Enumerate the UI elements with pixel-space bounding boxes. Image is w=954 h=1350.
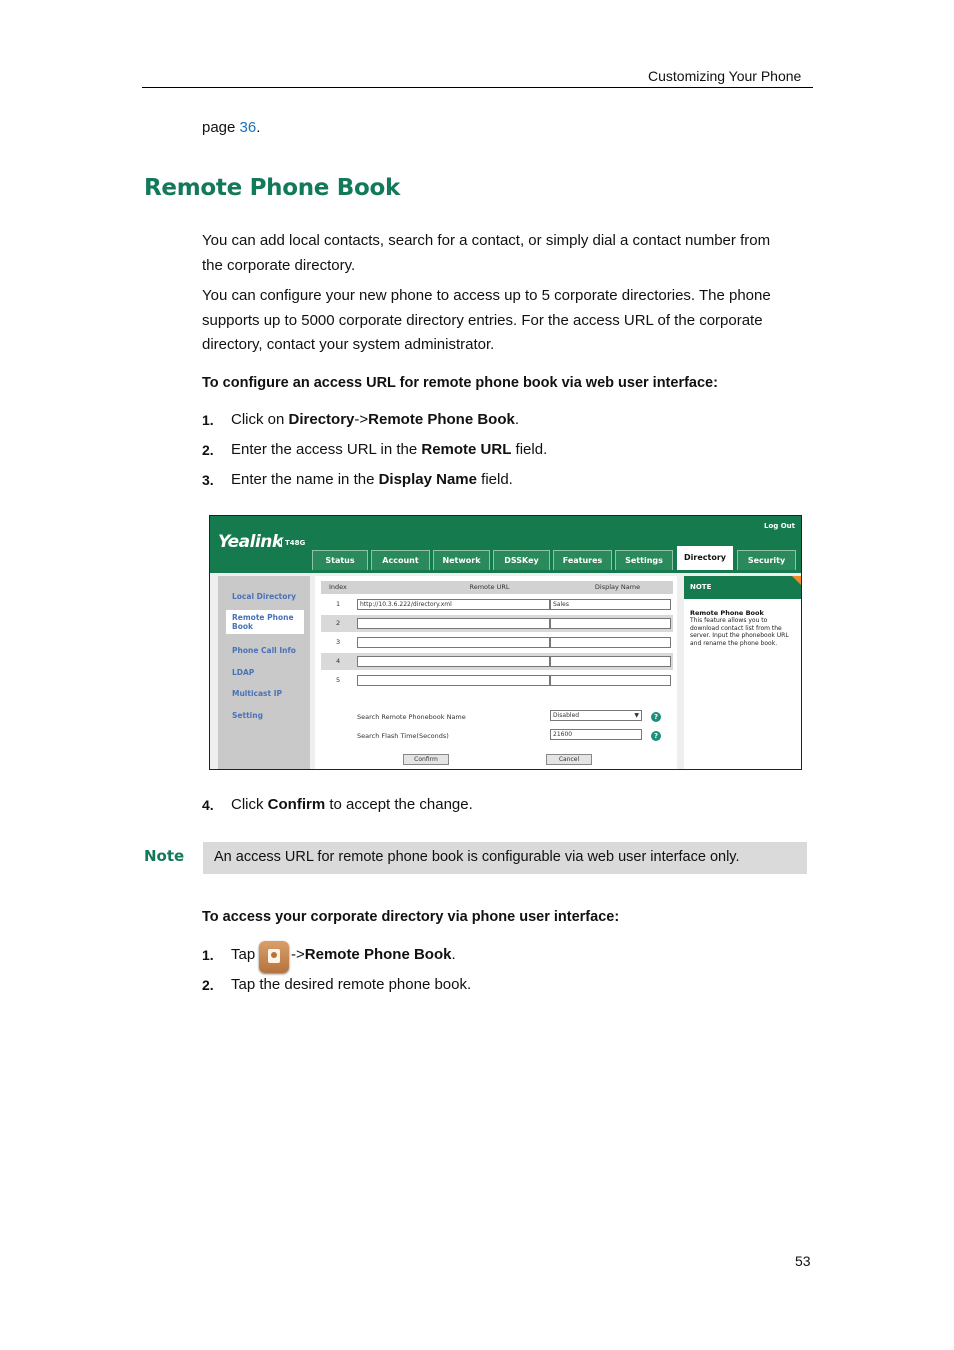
paragraph-1 xyxy=(202,229,770,278)
step-number: 1. xyxy=(202,947,214,963)
step-number: 2. xyxy=(202,977,214,993)
note-text: This feature allows you to download contact list from the server. Input the phonebook URL and rename the phone book. xyxy=(690,617,789,647)
step-text: ->Remote Phone Book. xyxy=(291,946,456,963)
table-row: 4 xyxy=(321,653,673,670)
running-header: Customizing Your Phone xyxy=(648,68,802,84)
search-label: Search Remote Phonebook Name xyxy=(357,713,466,721)
text-line: You can add local contacts, search for a contact, or simply dial a contact number from xyxy=(202,232,771,249)
table-row: 5 xyxy=(321,672,673,689)
logout-link[interactable]: Log Out xyxy=(764,522,795,530)
text-line: You can configure your new phone to access up to 5 corporate directories. The phone xyxy=(202,287,771,304)
help-icon[interactable]: ? xyxy=(651,731,661,741)
help-icon[interactable]: ? xyxy=(651,712,661,722)
left-nav xyxy=(218,576,310,769)
dropdown-arrow-icon: ▼ xyxy=(634,712,639,719)
remote-url-input[interactable] xyxy=(357,618,550,629)
step-number: 3. xyxy=(202,472,214,488)
intro-suffix: . xyxy=(256,119,261,136)
paragraph-2 xyxy=(202,284,771,358)
remote-url-input[interactable] xyxy=(357,656,550,667)
text-line: the corporate directory. xyxy=(202,256,356,274)
step-text: Enter the access URL in the Remote URL field. xyxy=(231,441,548,458)
step-text: Tap xyxy=(231,946,256,963)
note-title: Remote Phone Book xyxy=(690,609,764,617)
tab-security[interactable]: Security xyxy=(737,550,796,570)
display-name-input[interactable] xyxy=(550,675,671,686)
text-line: supports up to 5000 corporate directory entries. For the access URL of the corporate xyxy=(202,311,763,329)
nav-ldap[interactable]: LDAP xyxy=(232,668,255,677)
tab-features[interactable]: Features xyxy=(553,550,612,570)
display-name-input[interactable] xyxy=(550,618,671,629)
step-text: Enter the name in the Display Name field. xyxy=(231,471,513,488)
tab-underline xyxy=(210,570,801,573)
tab-account[interactable]: Account xyxy=(371,550,430,570)
display-name-input[interactable]: Sales xyxy=(550,599,671,610)
note-corner xyxy=(792,576,801,585)
tab-dsskey[interactable]: DSSKey xyxy=(493,550,550,570)
nav-remote-phone-book[interactable]: Remote Phone Book xyxy=(226,610,304,634)
col-header-url: Remote URL xyxy=(417,581,562,594)
note-text: An access URL for remote phone book is configurable via web user interface only. xyxy=(214,849,740,865)
note-panel xyxy=(684,576,801,769)
procedure-heading-phone: To access your corporate directory via phone user interface: xyxy=(202,909,620,925)
step-text: Tap the desired remote phone book. xyxy=(231,976,472,993)
flash-time-label: Search Flash Time(Seconds) xyxy=(357,732,449,740)
nav-local-directory[interactable]: Local Directory xyxy=(232,592,296,601)
search-select[interactable]: Disabled ▼ xyxy=(550,710,642,721)
page-number: 53 xyxy=(795,1253,811,1269)
text-line: directory, contact your system administrator. xyxy=(202,336,495,353)
intro-line xyxy=(202,116,260,141)
step-number: 2. xyxy=(202,442,214,458)
tab-status[interactable]: Status xyxy=(312,550,368,570)
header-rule xyxy=(142,87,813,88)
step-text: Click Confirm to accept the change. xyxy=(231,796,473,813)
cancel-button[interactable]: Cancel xyxy=(546,754,592,765)
remote-url-input[interactable] xyxy=(357,675,550,686)
note-box xyxy=(203,842,807,874)
remote-url-input[interactable]: http://10.3.6.222/directory.xml xyxy=(357,599,550,610)
display-name-input[interactable] xyxy=(550,656,671,667)
confirm-button[interactable]: Confirm xyxy=(403,754,449,765)
step-number: 4. xyxy=(202,797,214,813)
table-row: 1 http://10.3.6.222/directory.xml Sales xyxy=(321,596,673,613)
note-label: Note xyxy=(144,847,185,865)
table-row: 2 xyxy=(321,615,673,632)
nav-setting[interactable]: Setting xyxy=(232,711,263,720)
page-link[interactable]: 36 xyxy=(239,119,257,136)
intro-prefix: page xyxy=(202,119,240,136)
display-name-input[interactable] xyxy=(550,637,671,648)
flash-time-input[interactable]: 21600 xyxy=(550,729,642,740)
nav-multicast-ip[interactable]: Multicast IP xyxy=(232,689,282,698)
directory-app-icon[interactable] xyxy=(259,941,289,973)
content-panel xyxy=(315,576,677,769)
web-ui-screenshot xyxy=(209,515,802,770)
col-header-name: Display Name xyxy=(562,581,673,594)
step-text: Click on Directory->Remote Phone Book. xyxy=(231,411,520,428)
note-header: NOTE xyxy=(684,576,801,599)
tab-settings[interactable]: Settings xyxy=(615,550,673,570)
step-number: 1. xyxy=(202,412,214,428)
tab-network[interactable]: Network xyxy=(433,550,490,570)
model-label: T48G xyxy=(281,539,305,547)
col-header-index: Index xyxy=(321,581,417,594)
remote-url-input[interactable] xyxy=(357,637,550,648)
tab-directory[interactable]: Directory xyxy=(677,546,733,570)
procedure-heading-web: To configure an access URL for remote phone book via web user interface: xyxy=(202,375,718,391)
nav-phone-call-info[interactable]: Phone Call Info xyxy=(232,646,296,655)
section-title: Remote Phone Book xyxy=(144,175,401,201)
table-row: 3 xyxy=(321,634,673,651)
yealink-logo: Yealink xyxy=(218,532,283,552)
